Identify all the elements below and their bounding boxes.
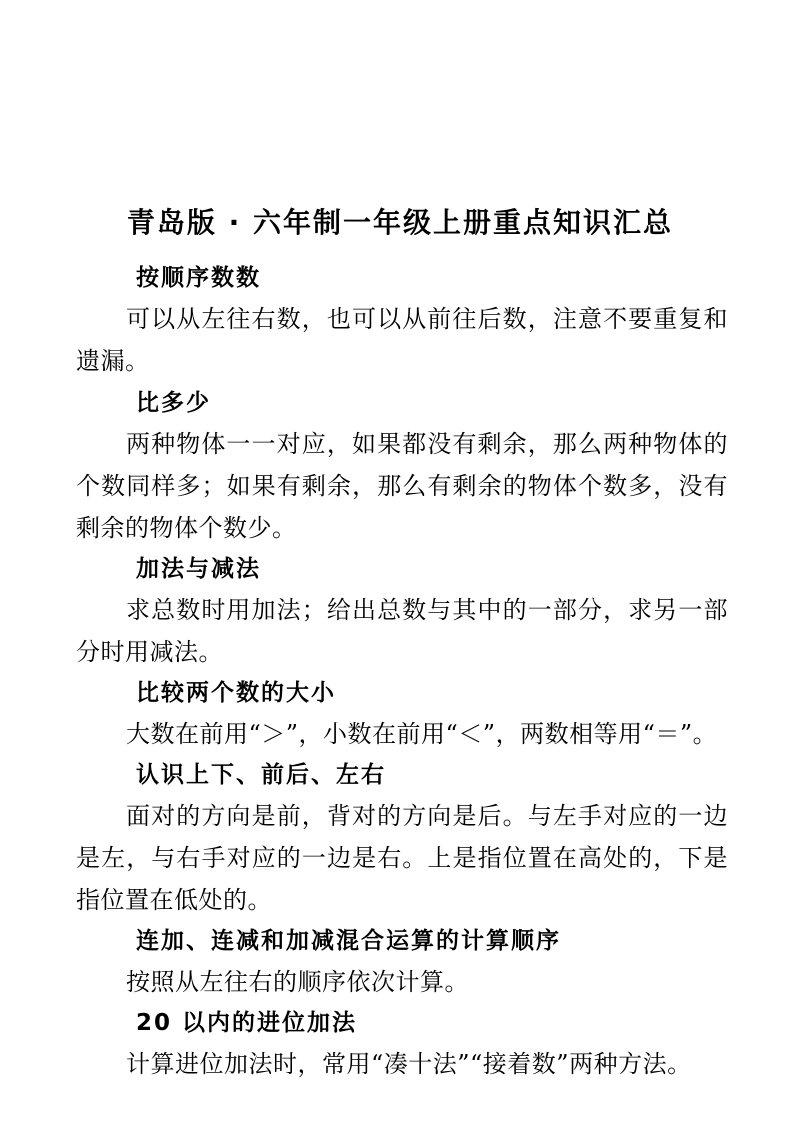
content-area — [76, 258, 728, 1085]
section-carry-addition — [76, 1003, 728, 1085]
section-addition-subtraction — [76, 549, 728, 673]
section-heading: 按顺序数数 — [136, 265, 261, 291]
section-body: 两种物体一一对应，如果都没有剩余，那么两种物体的个数同样多；如果有剩余，那么有剩余的物体个数多，没有剩余的物体个数少。 — [76, 430, 728, 542]
section-operation-order — [76, 921, 728, 1003]
section-body: 可以从左往右数，也可以从前往后数，注意不要重复和遗漏。 — [76, 305, 728, 375]
page-title: 青岛版 · 六年制一年级上册重点知识汇总 — [126, 206, 674, 239]
section-body: 计算进位加法时，常用“凑十法”“接着数”两种方法。 — [126, 1050, 692, 1078]
section-directions — [76, 755, 728, 921]
section-heading: 20 以内的进位加法 — [136, 1010, 358, 1036]
section-body: 求总数时用加法；给出总数与其中的一部分，求另一部分时用减法。 — [76, 596, 728, 666]
section-body: 面对的方向是前，背对的方向是后。与左手对应的一边是左，与右手对应的一边是右。上是指位置在高处的，下是指位置在低处的。 — [76, 802, 728, 914]
section-heading: 认识上下、前后、左右 — [136, 762, 386, 788]
section-heading: 比多少 — [136, 390, 211, 416]
section-body: 大数在前用“＞”，小数在前用“＜”，两数相等用“＝”。 — [126, 720, 718, 748]
section-counting-in-order — [76, 258, 728, 382]
section-comparing-amounts — [76, 383, 728, 549]
section-heading: 比较两个数的大小 — [136, 680, 336, 706]
section-heading: 连加、连减和加减混合运算的计算顺序 — [136, 928, 561, 954]
section-heading: 加法与减法 — [136, 556, 261, 582]
section-comparing-numbers — [76, 673, 728, 755]
section-body: 按照从左往右的顺序依次计算。 — [126, 968, 469, 996]
